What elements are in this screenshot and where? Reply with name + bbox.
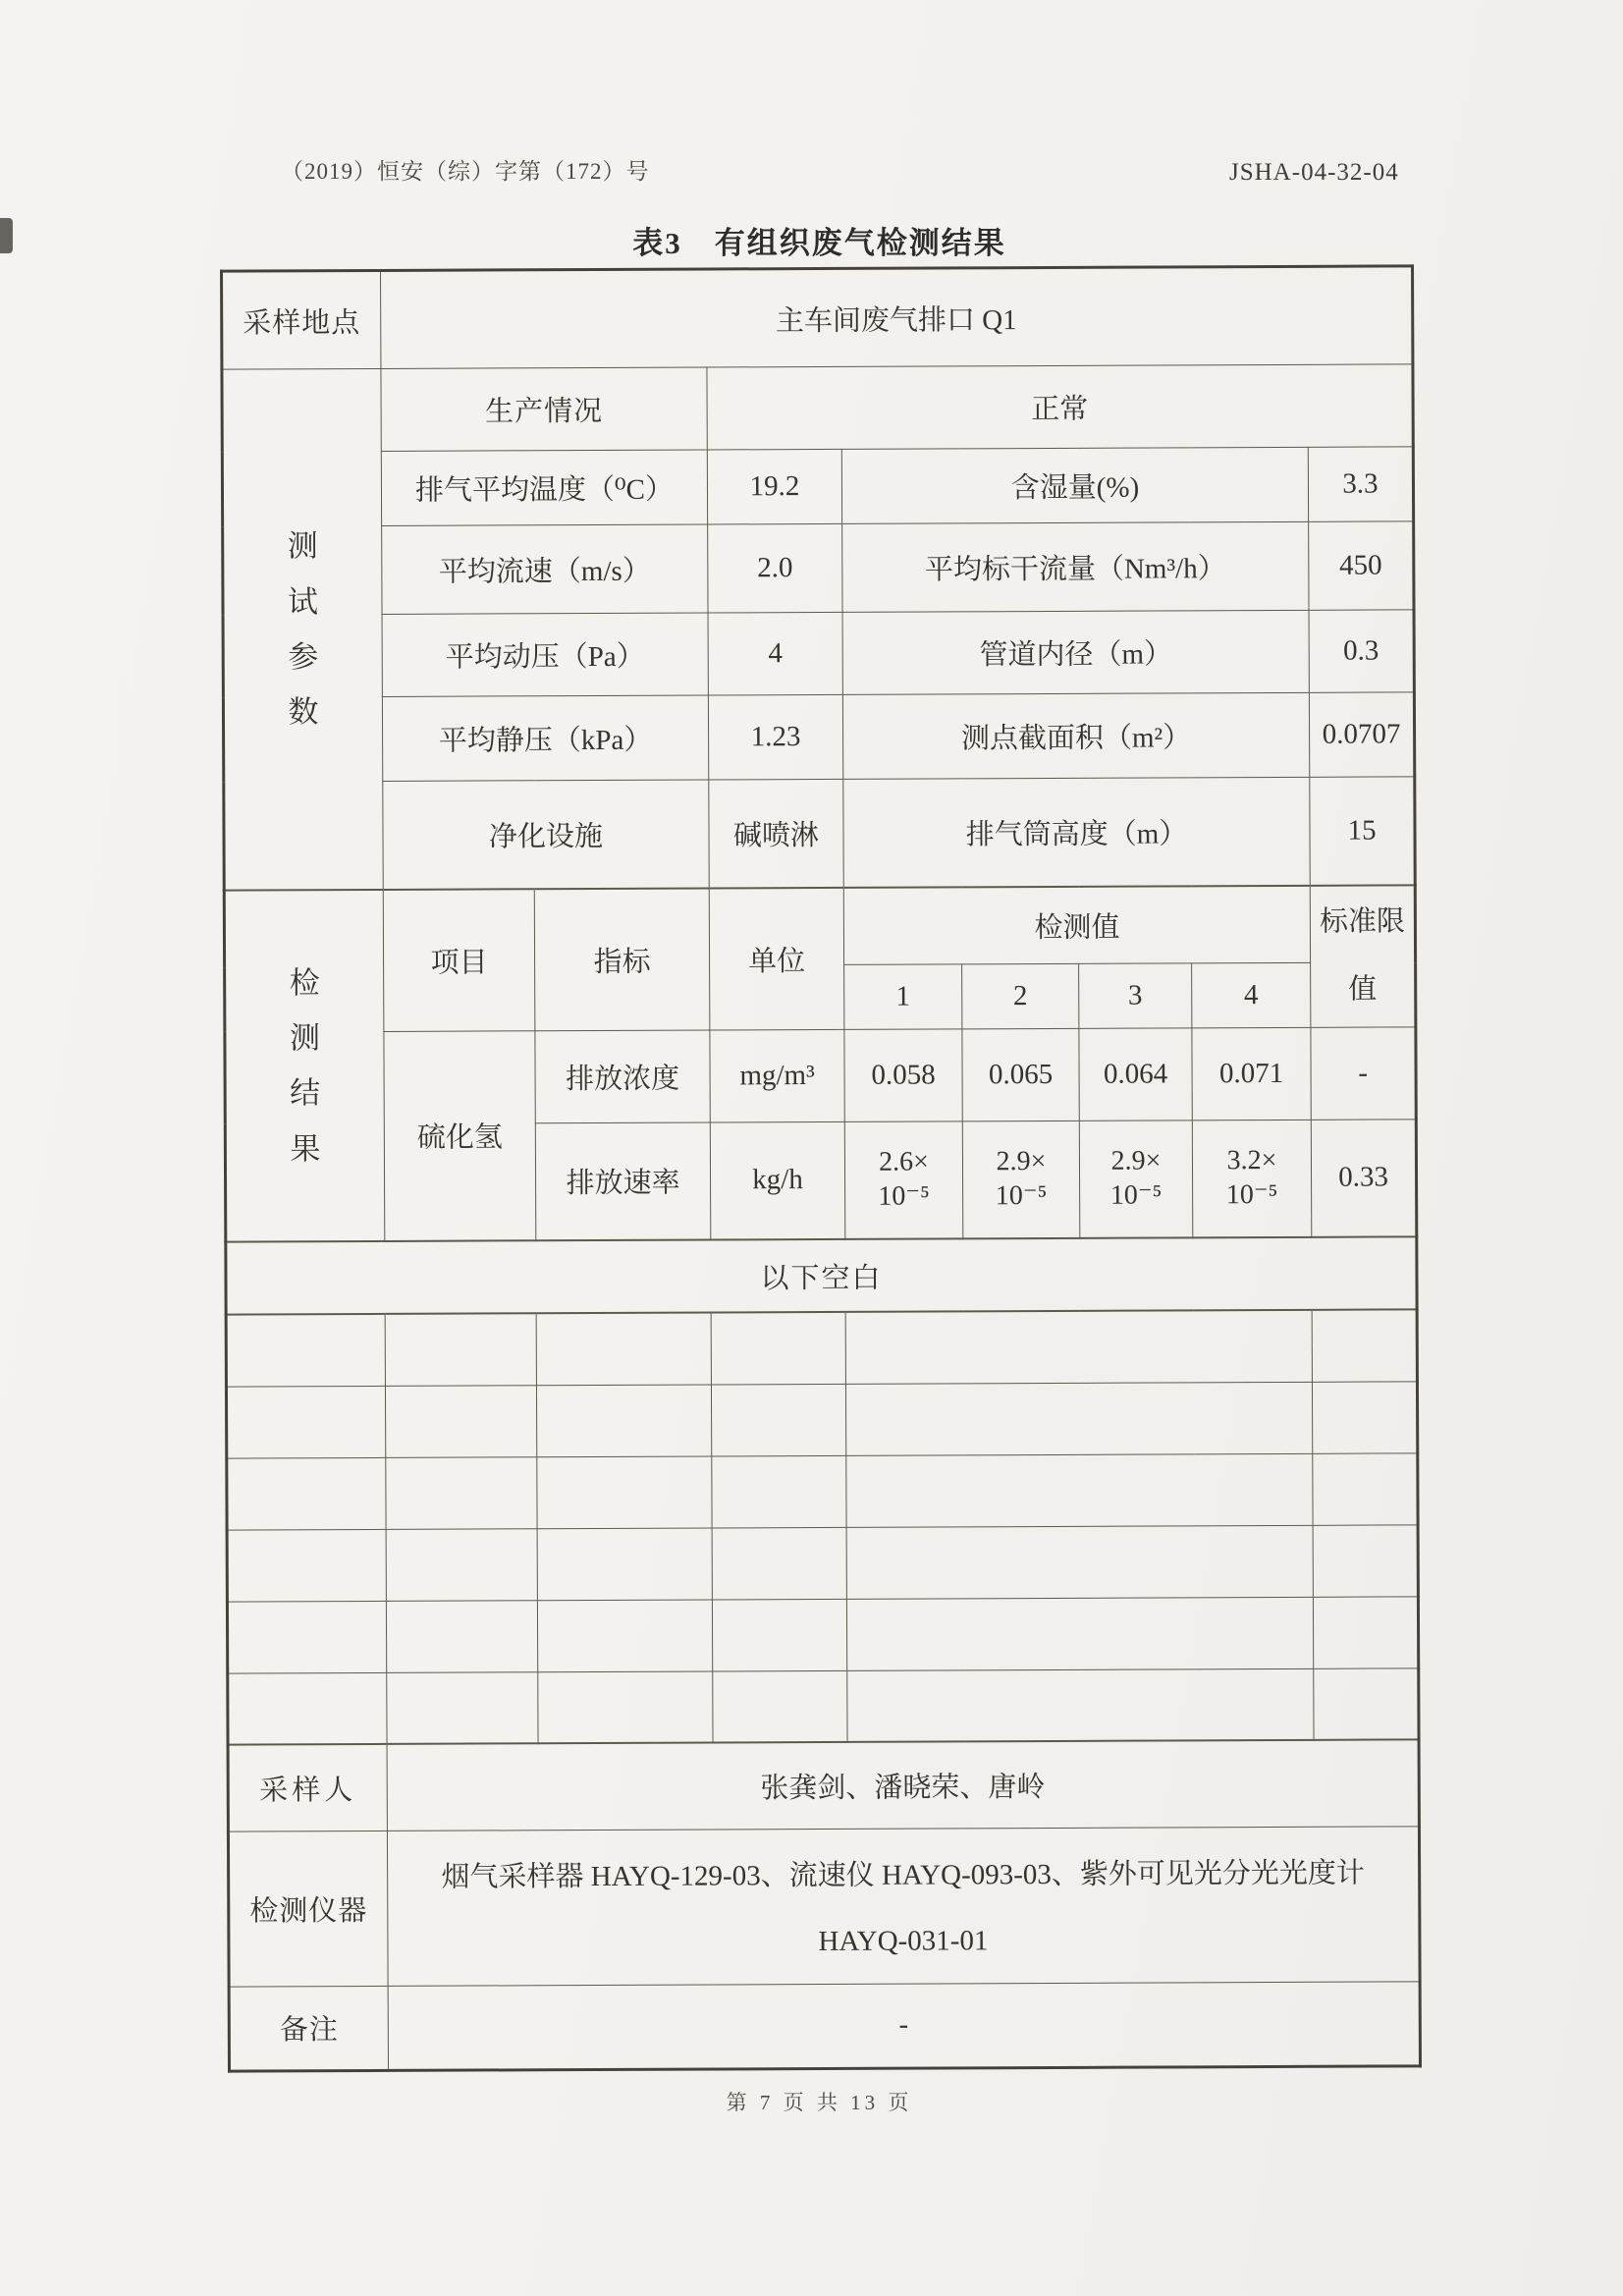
instrument-line2: HAYQ-031-01	[818, 1924, 989, 1957]
vertical-char: 参	[288, 638, 319, 675]
rate-mantissa: 3.2×	[1226, 1145, 1277, 1176]
sampler-label: 采样人	[228, 1744, 387, 1831]
rate-mantissa: 2.6×	[878, 1146, 929, 1177]
empty-row	[227, 1597, 1418, 1673]
param-value-cell: 15	[1310, 777, 1416, 885]
param-name-cell: 排气平均温度（⁰C）	[381, 450, 707, 525]
empty-cell	[386, 1600, 537, 1672]
param-name-cell: 测点截面积（m²）	[842, 692, 1309, 779]
param-row	[224, 777, 1416, 890]
param-value-cell: 2.0	[708, 523, 842, 613]
empty-cell	[847, 1668, 1314, 1742]
vertical-char: 试	[287, 583, 319, 619]
page-footer: 第 7 页 共 13 页	[726, 2091, 913, 2114]
empty-cell	[711, 1312, 845, 1385]
empty-cell	[845, 1382, 1312, 1455]
rate-exponent: 10⁻⁵	[1109, 1179, 1163, 1212]
table-title: 表3 有组织废气检测结果	[632, 226, 1006, 260]
param-value-cell: 0.0707	[1309, 692, 1414, 777]
empty-cell	[385, 1313, 536, 1386]
vertical-char: 测	[289, 1020, 320, 1056]
param-name-cell: 净化设施	[383, 780, 709, 889]
sampling-site-row	[222, 266, 1414, 369]
concentration-value: 0.071	[1192, 1027, 1311, 1121]
empty-cell	[846, 1525, 1313, 1599]
empty-cell	[712, 1455, 846, 1528]
rate-exponent: 10⁻⁵	[1225, 1179, 1278, 1211]
rate-value-cell	[844, 1121, 963, 1240]
test-params-vertical-label	[222, 368, 383, 890]
production-label: 生产情况	[381, 367, 707, 451]
param-row	[223, 610, 1414, 697]
value-col-number: 2	[962, 964, 1079, 1029]
concentration-limit: -	[1311, 1027, 1416, 1120]
limit-header: 标准限值	[1310, 885, 1416, 1027]
empty-cell	[711, 1384, 845, 1456]
empty-cell	[226, 1314, 385, 1387]
empty-row	[228, 1668, 1419, 1745]
empty-cell	[536, 1313, 711, 1386]
empty-cell	[536, 1385, 711, 1457]
empty-cell	[227, 1601, 386, 1673]
param-name-cell: 平均动压（Pa）	[382, 613, 708, 696]
empty-cell	[537, 1528, 712, 1601]
param-value-cell: 3.3	[1308, 447, 1413, 521]
scan-edge-artifact	[0, 218, 13, 253]
doc-number: （2019）恒安（综）字第（172）号	[281, 159, 650, 184]
remark-value: -	[388, 1982, 1420, 2071]
empty-row	[226, 1382, 1417, 1458]
doc-code: JSHA-04-32-04	[1229, 159, 1399, 186]
item-header: 项目	[383, 889, 535, 1031]
param-row	[223, 521, 1414, 615]
sampler-value: 张龚剑、潘晓荣、唐岭	[387, 1740, 1419, 1831]
production-row	[222, 364, 1413, 452]
empty-cell	[846, 1453, 1313, 1527]
instrument-row	[228, 1827, 1420, 1987]
instrument-value	[387, 1827, 1420, 1987]
param-row	[223, 692, 1414, 782]
empty-cell	[713, 1670, 847, 1743]
param-value-cell: 450	[1309, 521, 1414, 610]
empty-cell	[845, 1310, 1312, 1384]
vertical-char: 数	[288, 694, 319, 730]
empty-cell	[228, 1672, 387, 1745]
empty-cell	[387, 1671, 538, 1744]
param-value-cell: 4	[708, 612, 842, 695]
empty-cell	[538, 1671, 713, 1744]
rate-mantissa: 2.9×	[1110, 1145, 1162, 1176]
empty-cell	[846, 1597, 1313, 1670]
param-name-cell: 平均静压（kPa）	[382, 695, 708, 781]
remark-row	[229, 1982, 1420, 2071]
unit-cell: mg/m³	[710, 1029, 844, 1122]
empty-cell	[537, 1600, 712, 1672]
vertical-char: 果	[290, 1130, 321, 1166]
values-header: 检测值	[843, 885, 1310, 965]
value-col-number: 1	[844, 964, 962, 1029]
concentration-value: 0.064	[1079, 1028, 1192, 1121]
blank-note-row	[226, 1237, 1417, 1315]
empty-cell	[1313, 1525, 1418, 1597]
production-value: 正常	[707, 364, 1413, 450]
results-vertical-label	[224, 889, 385, 1241]
rate-mantissa: 2.9×	[996, 1146, 1047, 1177]
empty-row	[227, 1525, 1418, 1602]
empty-cell	[537, 1456, 712, 1529]
empty-cell	[1313, 1597, 1418, 1668]
value-col-number: 3	[1079, 963, 1192, 1028]
unit-cell: kg/h	[710, 1121, 845, 1240]
empty-cell	[386, 1456, 537, 1529]
sampler-row	[228, 1740, 1419, 1831]
empty-cell	[1312, 1382, 1417, 1453]
param-value-cell: 19.2	[707, 449, 841, 524]
empty-row	[227, 1453, 1418, 1530]
param-name-cell: 排气筒高度（m）	[843, 777, 1310, 887]
pollutant-name: 硫化氢	[384, 1030, 536, 1241]
rate-exponent: 10⁻⁵	[995, 1180, 1048, 1212]
empty-cell	[1314, 1668, 1419, 1740]
vertical-char: 检	[289, 965, 320, 1001]
empty-cell	[712, 1527, 846, 1600]
unit-header: 单位	[709, 887, 844, 1029]
rate-value-cell	[1079, 1121, 1193, 1239]
param-name-cell: 平均标干流量（Nm³/h）	[842, 521, 1309, 612]
empty-cell	[385, 1385, 536, 1457]
rate-limit: 0.33	[1311, 1120, 1417, 1237]
waste-gas-results-table	[220, 264, 1422, 2072]
instrument-label: 检测仪器	[228, 1831, 388, 1987]
blank-note: 以下空白	[226, 1237, 1417, 1315]
empty-cell	[386, 1528, 537, 1601]
param-value-cell: 1.23	[708, 694, 842, 780]
empty-cell	[712, 1599, 846, 1671]
param-value-cell: 碱喷淋	[709, 779, 843, 888]
remark-label: 备注	[229, 1986, 388, 2071]
concentration-row	[225, 1027, 1416, 1124]
param-name-cell: 管道内径（m）	[842, 610, 1309, 694]
sampling-site-value: 主车间废气排口 Q1	[381, 266, 1414, 369]
empty-row	[226, 1310, 1417, 1387]
concentration-value: 0.058	[844, 1029, 962, 1122]
empty-cell	[1312, 1310, 1417, 1382]
indicator-cell: 排放浓度	[535, 1030, 710, 1123]
empty-cell	[227, 1529, 386, 1602]
rate-exponent: 10⁻⁵	[878, 1180, 930, 1213]
vertical-char: 测	[287, 528, 318, 564]
concentration-value: 0.065	[962, 1028, 1079, 1121]
results-header-row	[224, 885, 1415, 968]
rate-value-cell	[962, 1121, 1080, 1239]
param-name-cell: 含湿量(%)	[841, 447, 1308, 523]
sampling-site-label: 采样地点	[222, 270, 381, 369]
indicator-cell: 排放速率	[535, 1122, 711, 1241]
param-name-cell: 平均流速（m/s）	[382, 524, 708, 614]
empty-cell	[227, 1457, 386, 1530]
empty-cell	[226, 1386, 385, 1458]
instrument-line1: 烟气采样器 HAYQ-129-03、流速仪 HAYQ-093-03、紫外可见光分光光度计	[441, 1857, 1365, 1893]
empty-cell	[1313, 1453, 1418, 1525]
value-col-number: 4	[1192, 963, 1311, 1028]
param-row	[222, 447, 1413, 526]
indicator-header: 指标	[534, 888, 710, 1030]
param-value-cell: 0.3	[1309, 610, 1414, 692]
vertical-char: 结	[290, 1075, 321, 1111]
rate-value-cell	[1192, 1120, 1312, 1238]
